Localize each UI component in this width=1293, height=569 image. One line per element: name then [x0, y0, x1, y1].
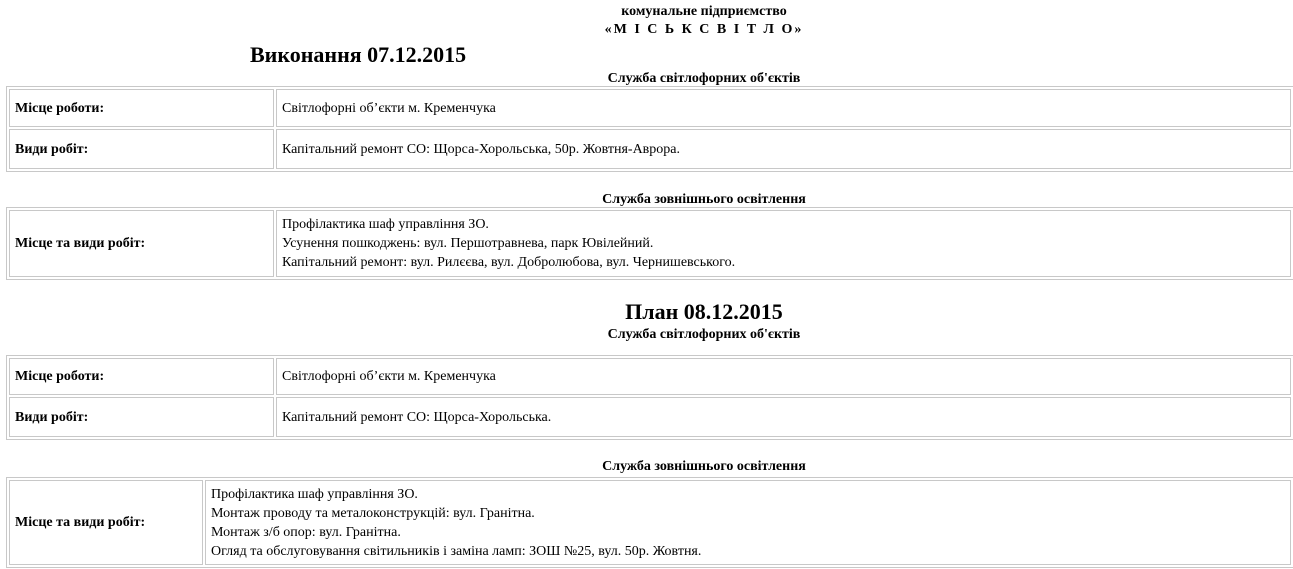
work-line: Профілактика шаф управління ЗО.: [282, 217, 489, 232]
table-row: [9, 129, 1291, 169]
plan-lighting-service-title: Служба зовнішнього освітлення: [602, 459, 806, 474]
plan-title: План 08.12.2015: [625, 299, 783, 324]
table-row: [9, 89, 1291, 127]
execution-lighting-table: [6, 207, 1293, 280]
work-line: Усунення пошкоджень: вул. Першотравнева, парк Ювілейний.: [282, 236, 654, 251]
works-value: Капітальний ремонт СО: Щорса-Хорольська.: [276, 397, 1291, 437]
work-line: Профілактика шаф управління ЗО.: [211, 486, 418, 502]
table-row: [9, 480, 1291, 565]
place-value: Світлофорні об’єкти м. Кременчука: [276, 358, 1291, 395]
work-line: Монтаж з/б опор: вул. Гранітна.: [211, 524, 401, 540]
plan-traffic-service-title: Служба світлофорних об'єктів: [607, 327, 801, 342]
table-row: [9, 210, 1291, 277]
org-type: комунальне підприємство: [621, 4, 787, 19]
works-label: Види робіт:: [9, 397, 274, 437]
execution-title: Виконання 07.12.2015: [250, 42, 467, 67]
work-line: Огляд та обслуговування світильників і заміна ламп: ЗОШ №25, вул. 50р. Жовтня.: [211, 543, 702, 559]
place-and-works-label: Місце та види робіт:: [9, 210, 274, 277]
place-and-works-value: [276, 210, 1291, 277]
work-line: Капітальний ремонт: вул. Рилєєва, вул. Добролюбова, вул. Чернишевського.: [282, 255, 736, 270]
table-row: [9, 397, 1291, 437]
table-row: [9, 358, 1291, 395]
place-label: Місце роботи:: [9, 358, 274, 395]
org-name: «М І С Ь К С В І Т Л О»: [604, 22, 804, 37]
plan-traffic-table: [6, 355, 1293, 440]
plan-lighting-table: [6, 477, 1293, 568]
place-label: Місце роботи:: [9, 89, 274, 127]
place-and-works-value: [205, 480, 1291, 565]
execution-lighting-service-title: Служба зовнішнього освітлення: [602, 192, 806, 207]
execution-traffic-service-title: Служба світлофорних об'єктів: [607, 71, 801, 86]
works-label: Види робіт:: [9, 129, 274, 169]
execution-traffic-table: [6, 86, 1293, 172]
place-value: Світлофорні об’єкти м. Кременчука: [276, 89, 1291, 127]
work-line: Монтаж проводу та металоконструкцій: вул. Гранітна.: [211, 505, 535, 521]
works-value: Капітальний ремонт СО: Щорса-Хорольська, 50р. Жовтня-Аврора.: [276, 129, 1291, 169]
place-and-works-label: Місце та види робіт:: [9, 480, 203, 565]
